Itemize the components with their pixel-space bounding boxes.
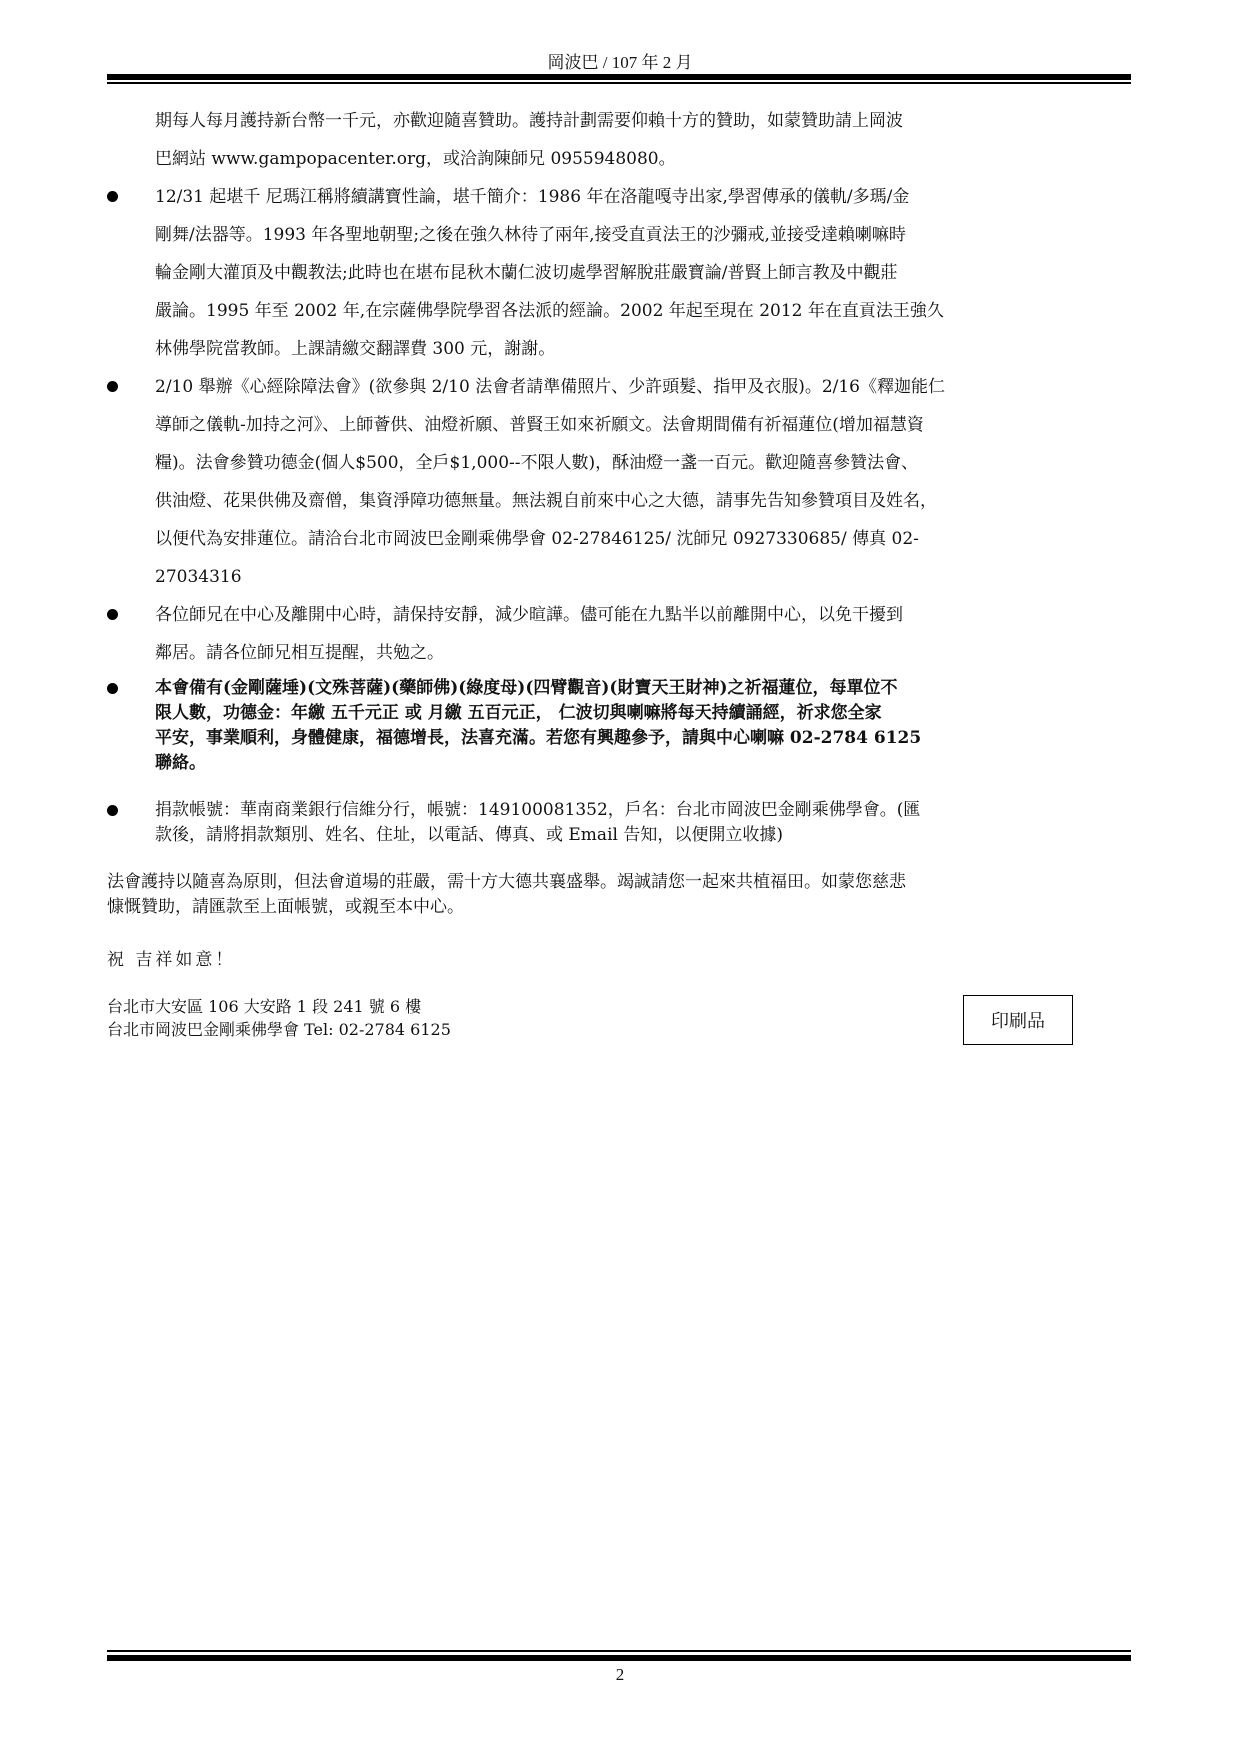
text-line: 供油燈、花果供佛及齋僧，集資淨障功德無量。無法親自前來中心之大德，請事先告知參贊項目及姓名， (155, 491, 937, 511)
header-rule-thick (107, 74, 1131, 80)
bullet-quiet-notice (107, 596, 1155, 672)
text-line: 平安，事業順利，身體健康，福德增長，法喜充滿。若您有興趣參予，請與中心喇嘛 02-2784 6125 (155, 728, 922, 748)
bullet-icon (107, 191, 118, 202)
text-line: 糧)。法會參贊功德金(個人$500，全戶$1,000--不限人數)，酥油燈一盞一百元。歡迎隨喜參贊法會、 (155, 453, 919, 473)
bullet-icon (107, 805, 118, 816)
text-line: 捐款帳號：華南商業銀行信維分行，帳號：149100081352，戶名：台北市岡波巴金剛乘佛學會。(匯 (155, 800, 921, 820)
intro-paragraph (155, 102, 1155, 178)
text-line: 巴網站 www.gampopacenter.org，或洽詢陳師兄 0955948080。 (155, 149, 676, 169)
header-rule-thin (107, 82, 1131, 84)
bullet-puja (107, 368, 1155, 596)
text-line: 剛舞/法器等。1993 年各聖地朝聖;之後在強久林待了兩年,接受直貢法王的沙彌戒,並接受達賴喇嘛時 (155, 225, 906, 245)
text-line: 期每人每月護持新台幣一千元，亦歡迎隨喜贊助。護持計劃需要仰賴十方的贊助，如蒙贊助請上岡波 (155, 111, 903, 131)
bullet-lecture (107, 178, 1155, 368)
text-line: 法會護持以隨喜為原則，但法會道場的莊嚴，需十方大德共襄盛舉。竭誠請您一起來共植福田。如蒙您慈悲 (107, 872, 906, 892)
text-line: 27034316 (155, 567, 242, 587)
text-line: 以便代為安排蓮位。請洽台北市岡波巴金剛乘佛學會 02-27846125/ 沈師兄 0927330685/ 傳真 02- (155, 529, 919, 549)
bullet-blessing-lotus (107, 676, 1155, 776)
text-line: 輪金剛大灌頂及中觀教法;此時也在堪布昆秋木蘭仁波切處學習解脫莊嚴寶論/普賢上師言教及中觀莊 (155, 263, 898, 283)
text-line: 林佛學院當教師。上課請繳交翻譯費 300 元，謝謝。 (155, 339, 556, 359)
closing-greeting: 祝 吉祥如意！ (107, 950, 236, 970)
bullet-icon (107, 683, 118, 694)
bullet-bank-account (107, 798, 1155, 848)
page-number: 2 (615, 1665, 625, 1684)
text-line: 嚴論。1995 年至 2002 年,在宗薩佛學院學習各法派的經論。2002 年起至現在 2012 年在直貢法王強久 (155, 301, 944, 321)
text-line: 鄰居。請各位師兄相互提醒，共勉之。 (155, 643, 444, 663)
text-line: 款後，請將捐款類別、姓名、住址，以電話、傳真、或 Email 告知，以便開立收據) (155, 825, 783, 845)
text-line: 12/31 起堪千 尼瑪江稱將續講寶性論，堪千簡介：1986 年在洛龍嘎寺出家,學習傳承的儀軌/多瑪/金 (155, 187, 910, 207)
footer-rule-thick (107, 1655, 1131, 1661)
bullet-icon (107, 381, 118, 392)
text-line: 各位師兄在中心及離開中心時，請保持安靜，減少暄譁。儘可能在九點半以前離開中心，以免干擾到 (155, 605, 903, 625)
bullet-icon (107, 609, 118, 620)
address-line: 台北市大安區 106 大安路 1 段 241 號 6 樓 (107, 997, 422, 1016)
text-line: 慷慨贊助，請匯款至上面帳號，或親至本中心。 (107, 897, 464, 917)
closing-paragraph (107, 870, 1157, 920)
address-line: 台北市岡波巴金剛乘佛學會 Tel: 02-2784 6125 (107, 1020, 451, 1039)
text-line: 限人數，功德金：年繳 五千元正 或 月繳 五百元正， 仁波切與喇嘛將每天持續誦經，祈求您全家 (155, 703, 882, 723)
text-line: 導師之儀軌-加持之河》、上師薈供、油燈祈願、普賢王如來祈願文。法會期間備有祈福蓮位(增加福慧資 (155, 415, 924, 435)
page-header-title: 岡波巴 / 107 年 2 月 (547, 53, 693, 72)
text-line: 2/10 舉辦《心經除障法會》(欲參與 2/10 法會者請準備照片、少許頭髮、指甲及衣服)。2/16《釋迦能仁 (155, 377, 946, 397)
text-line: 本會備有(金剛薩埵)(文殊菩薩)(藥師佛)(綠度母)(四臂觀音)(財寶天王財神)之祈福蓮位，每單位不 (155, 678, 898, 698)
footer-rule-thin (107, 1650, 1131, 1652)
text-line: 聯絡。 (155, 753, 206, 773)
document-body (107, 102, 1167, 1041)
printed-matter-stamp: 印刷品 (963, 995, 1073, 1045)
